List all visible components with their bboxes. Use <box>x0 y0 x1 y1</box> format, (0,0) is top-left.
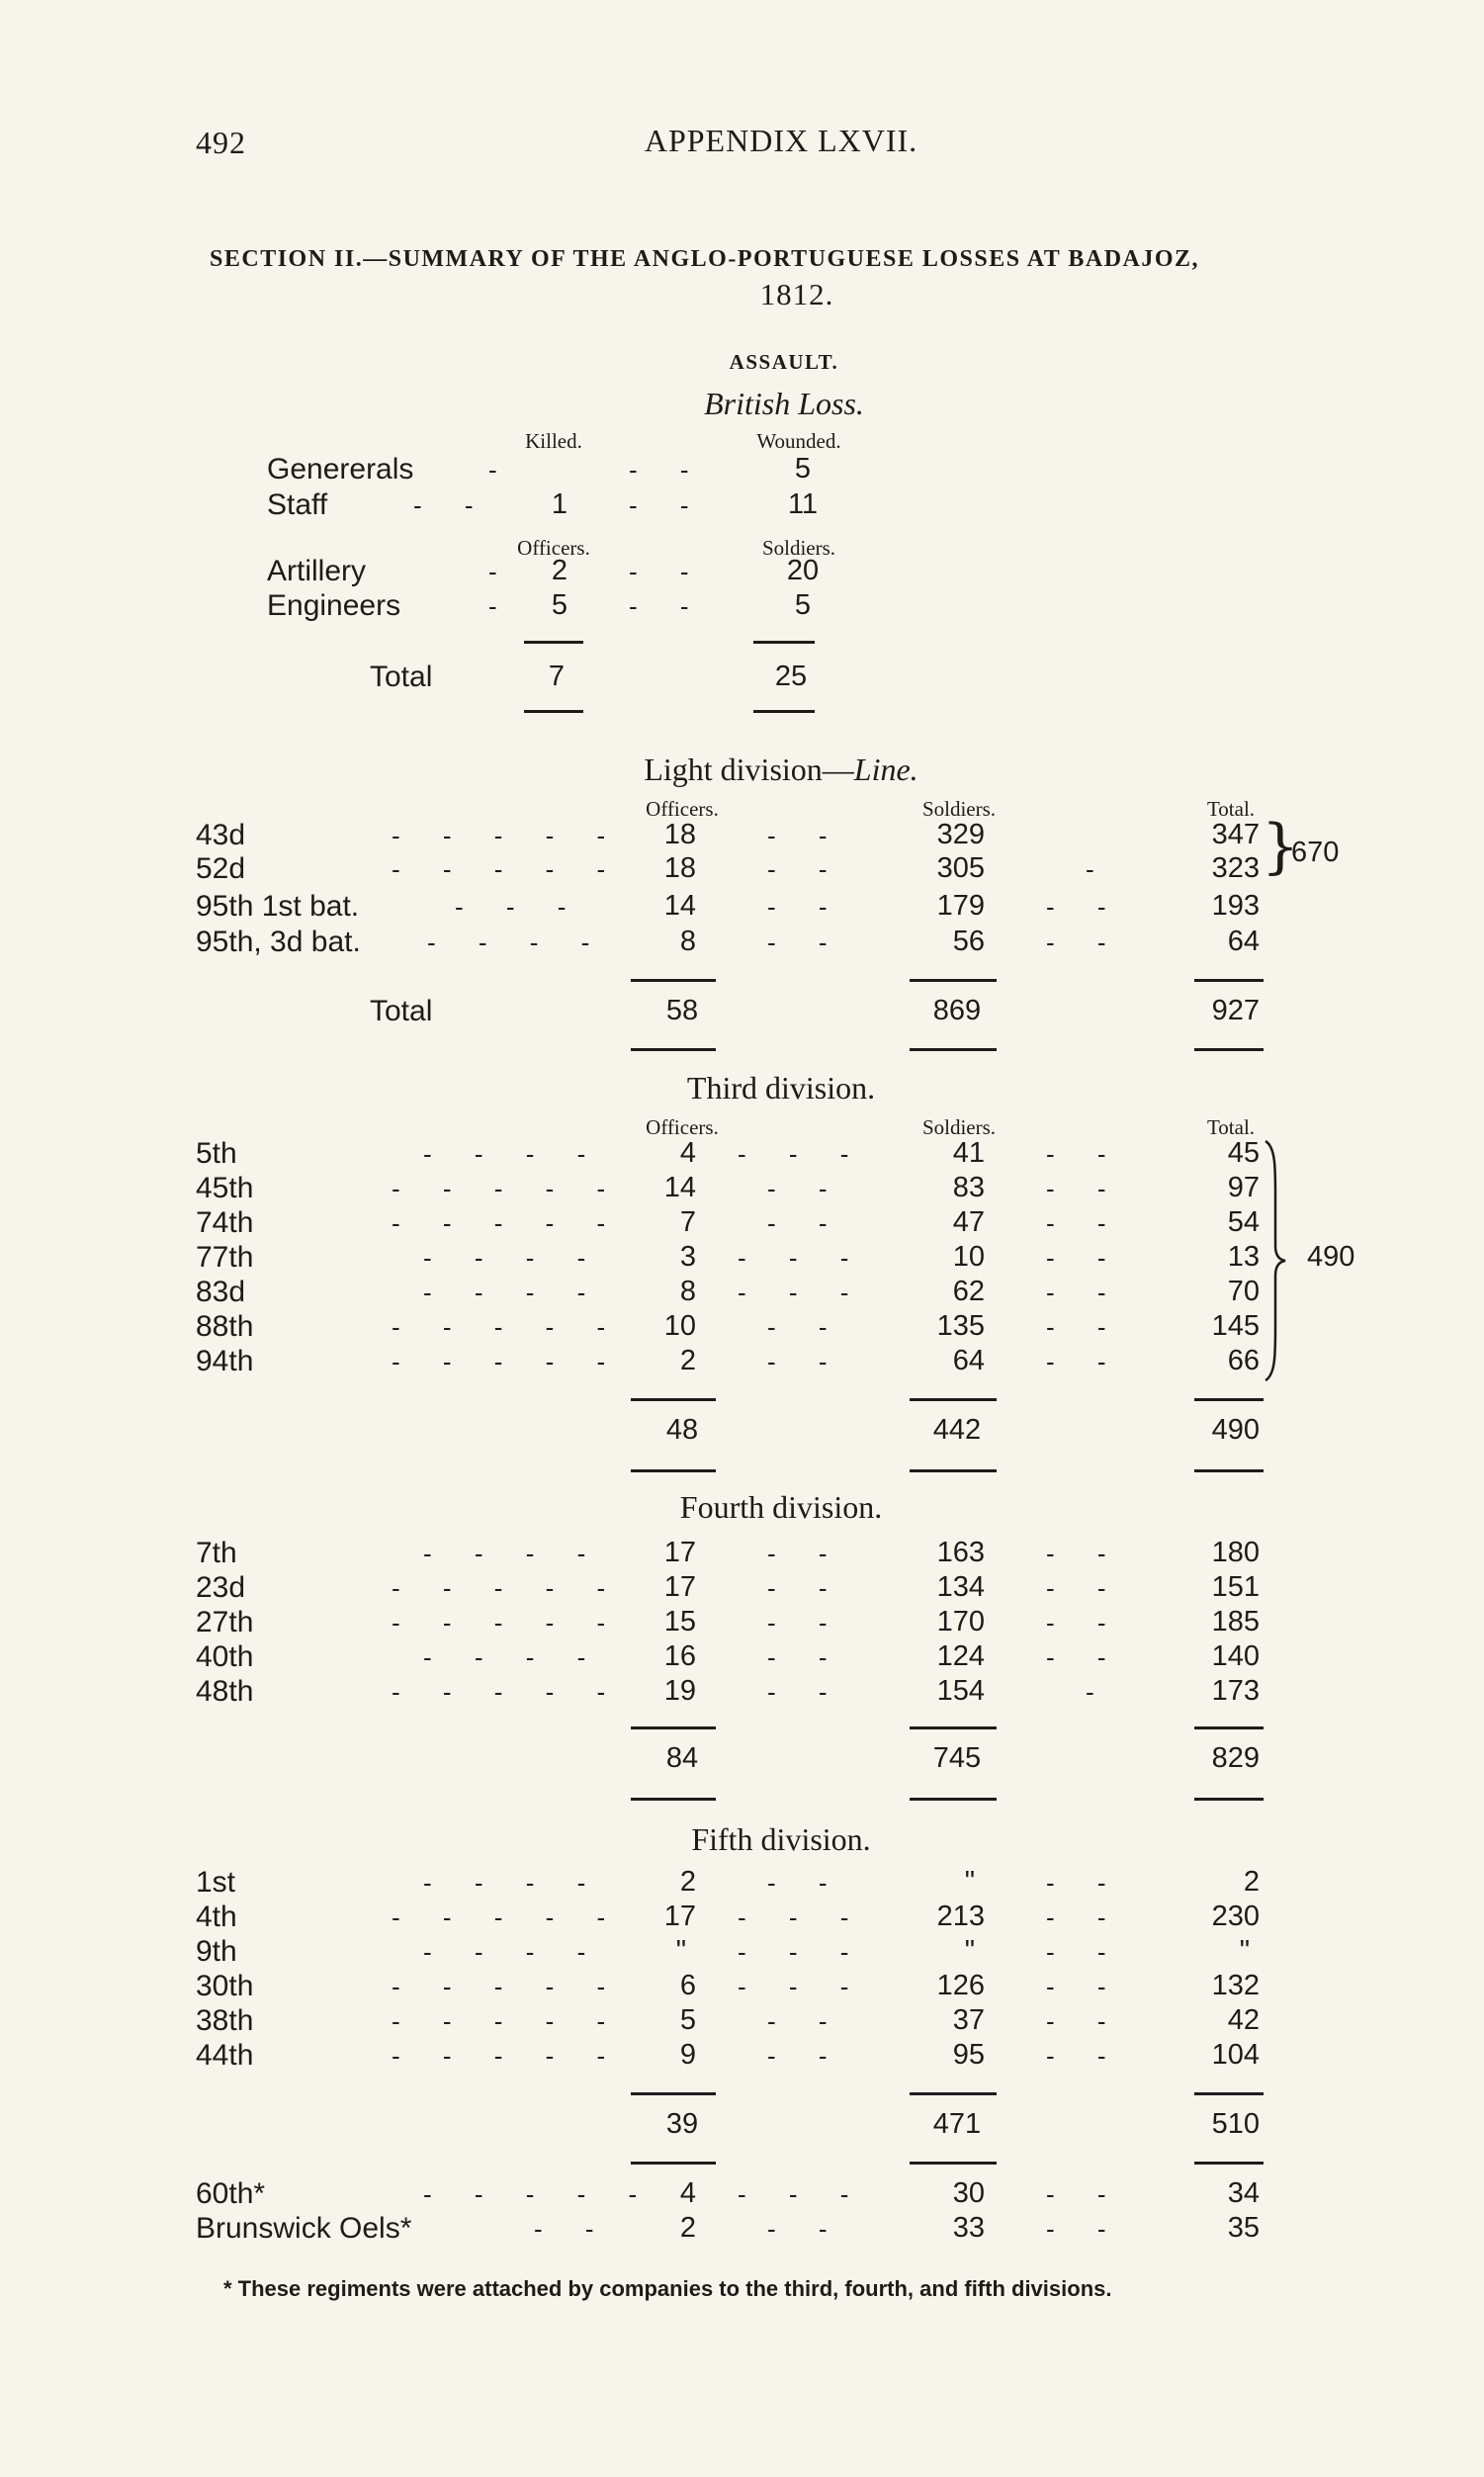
third-row-label: 5th <box>196 1137 237 1170</box>
light-row-label: 52d <box>196 852 246 885</box>
leader-dots: - - <box>1046 928 1124 957</box>
light-row-t: 193 <box>1211 890 1260 922</box>
light-row-s: 179 <box>936 890 985 922</box>
fifth-row-label: 9th <box>196 1935 237 1968</box>
leader-dots: - - <box>767 821 845 850</box>
fifth-row-s: 213 <box>936 1901 985 1932</box>
leader-dots: - <box>1086 1677 1112 1707</box>
attached-row-label: Brunswick Oels* <box>196 2212 412 2245</box>
leader-dots: - - - - - <box>392 1174 624 1203</box>
third-row-label: 74th <box>196 1206 254 1239</box>
col-killed: Killed. <box>525 429 582 453</box>
british-total-label: Total <box>370 661 433 693</box>
col-officers: Officers. <box>517 536 590 560</box>
third-row-o: 4 <box>679 1137 696 1169</box>
leader-dots: - - <box>1046 1868 1124 1898</box>
running-head: APPENDIX LXVII. <box>644 123 918 158</box>
leader-dots: - - <box>1046 1608 1124 1637</box>
leader-dots: - - <box>767 1539 845 1568</box>
light-row-t: 347 <box>1211 819 1260 850</box>
attached-row-o: 2 <box>679 2212 696 2244</box>
fourth-row-s: 170 <box>936 1606 985 1637</box>
fifth-row-t: 104 <box>1211 2039 1260 2071</box>
fifth-row-t: 42 <box>1227 2004 1260 2036</box>
leader-dots: - - - - <box>423 1937 604 1967</box>
light-row-s: 305 <box>936 852 985 884</box>
sum-rule <box>910 1048 997 1051</box>
fourth-row-s: 124 <box>936 1640 985 1672</box>
light-col-total: Total. <box>1206 797 1256 821</box>
col-wounded: Wounded. <box>756 429 841 453</box>
third-division-title: Third division. <box>686 1070 876 1106</box>
sum-rule <box>910 1798 997 1801</box>
third-row-label: 88th <box>196 1310 254 1343</box>
fourth-row-o: 17 <box>663 1537 696 1568</box>
british-row-label: Artillery <box>267 555 367 587</box>
col-soldiers: Soldiers. <box>761 536 836 560</box>
fifth-row-o: 17 <box>663 1901 696 1932</box>
leader-dots: - - <box>1046 1937 1124 1967</box>
leader-dots: - - - - - <box>423 2179 655 2209</box>
fifth-row-label: 44th <box>196 2039 254 2072</box>
fourth-total-t: 829 <box>1211 1742 1260 1774</box>
third-row-s: 47 <box>952 1206 985 1238</box>
leader-dots: - - <box>534 2214 612 2244</box>
leader-dots: - - - - - <box>392 1677 624 1707</box>
fourth-row-label: 23d <box>196 1571 246 1604</box>
sum-rule <box>631 1469 716 1472</box>
fifth-row-o: 5 <box>679 2004 696 2036</box>
sum-rule <box>631 1398 716 1401</box>
leader-dots: - - <box>767 1642 845 1672</box>
leader-dots: - - - - <box>423 1278 604 1307</box>
leader-dots: - - <box>1046 1243 1124 1273</box>
sum-rule <box>524 710 583 713</box>
leader-dots: - - <box>1046 1278 1124 1307</box>
leader-dots: - - <box>413 490 491 520</box>
leader-dots: - - <box>1046 1347 1124 1376</box>
leader-dots: - <box>488 455 515 485</box>
leader-dots: - - <box>1046 2214 1124 2244</box>
sum-rule <box>753 641 815 644</box>
leader-dots: - - <box>767 1677 845 1707</box>
leader-dots: - - - - - <box>392 1573 624 1603</box>
third-row-s: 41 <box>952 1137 985 1169</box>
leader-dots: - - - <box>455 892 584 922</box>
fifth-row-t: 230 <box>1211 1901 1260 1932</box>
fifth-row-o: 6 <box>679 1970 696 2001</box>
leader-dots: - - - <box>738 1278 867 1307</box>
sum-rule <box>631 1726 716 1729</box>
fourth-row-o: 16 <box>663 1640 696 1672</box>
third-row-s: 62 <box>952 1276 985 1307</box>
sum-rule <box>1194 1726 1264 1729</box>
leader-dots: - - - <box>738 1902 867 1932</box>
sum-rule <box>910 2162 997 2165</box>
leader-dots: - - <box>767 1608 845 1637</box>
british-loss-heading: British Loss. <box>704 386 864 421</box>
light-row-o: 18 <box>663 852 696 884</box>
third-total-t: 490 <box>1211 1414 1260 1446</box>
third-row-t: 13 <box>1227 1241 1260 1273</box>
fifth-row-t: 2 <box>1243 1866 1260 1898</box>
attached-row-s: 30 <box>952 2177 985 2209</box>
sum-rule <box>524 641 583 644</box>
leader-dots: - - <box>1046 1174 1124 1203</box>
leader-dots: - - <box>767 1312 845 1342</box>
fifth-row-label: 30th <box>196 1970 254 2002</box>
leader-dots: - - - - - <box>392 1208 624 1238</box>
leader-dots: - - <box>1046 892 1124 922</box>
leader-dots: - - <box>767 892 845 922</box>
light-row-o: 18 <box>663 819 696 850</box>
british-row-b: 5 <box>794 589 812 621</box>
fifth-total-t: 510 <box>1211 2108 1260 2140</box>
leader-dots: - - <box>767 928 845 957</box>
light-col-officers: Officers. <box>646 797 719 821</box>
sum-rule <box>910 1726 997 1729</box>
leader-dots: - - <box>1046 2041 1124 2071</box>
fifth-row-t: " <box>1239 1935 1250 1967</box>
fifth-row-s: " <box>964 1866 975 1898</box>
leader-dots: - - - - <box>423 1243 604 1273</box>
brace-icon <box>1262 1137 1287 1384</box>
leader-dots: - - <box>629 557 707 586</box>
british-row-label: Engineers <box>267 589 401 622</box>
leader-dots: - - <box>1046 1208 1124 1238</box>
fifth-total-o: 39 <box>665 2108 699 2140</box>
fifth-row-o: " <box>675 1935 686 1967</box>
british-row-b: 5 <box>794 453 812 485</box>
fourth-row-t: 185 <box>1211 1606 1260 1637</box>
light-total-s: 869 <box>932 995 982 1026</box>
fourth-division-title: Fourth division. <box>679 1489 883 1525</box>
fifth-row-t: 132 <box>1211 1970 1260 2001</box>
leader-dots: - - - - <box>423 1642 604 1672</box>
fourth-row-t: 140 <box>1211 1640 1260 1672</box>
fourth-total-o: 84 <box>665 1742 699 1774</box>
sum-rule <box>1194 1798 1264 1801</box>
sum-rule <box>910 2092 997 2095</box>
fifth-row-label: 1st <box>196 1866 236 1899</box>
fifth-division-title: Fifth division. <box>691 1821 871 1857</box>
leader-dots: - - <box>1046 1573 1124 1603</box>
leader-dots: - - <box>1046 2006 1124 2036</box>
fifth-row-s: 126 <box>936 1970 985 2001</box>
light-total-label: Total <box>370 995 433 1027</box>
third-row-o: 2 <box>679 1345 696 1376</box>
leader-dots: - - - - - <box>392 1902 624 1932</box>
fourth-row-label: 48th <box>196 1675 254 1708</box>
fourth-row-s: 163 <box>936 1537 985 1568</box>
leader-dots: - - <box>767 1868 845 1898</box>
leader-dots: - <box>488 591 515 621</box>
british-row-label: Staff <box>267 488 328 521</box>
british-row-a: 5 <box>551 589 568 621</box>
light-row-label: 95th 1st bat. <box>196 890 360 923</box>
sum-rule <box>1194 979 1264 982</box>
leader-dots: - - - - - <box>392 854 624 884</box>
third-total-o: 48 <box>665 1414 699 1446</box>
leader-dots: - - <box>767 2214 845 2244</box>
fourth-row-o: 19 <box>663 1675 696 1707</box>
third-row-label: 45th <box>196 1172 254 1204</box>
attached-row-s: 33 <box>952 2212 985 2244</box>
light-row-o: 8 <box>679 926 696 957</box>
fifth-row-s: 95 <box>952 2039 985 2071</box>
light-row-o: 14 <box>663 890 696 922</box>
third-col-total: Total. <box>1206 1115 1256 1139</box>
sum-rule <box>910 1398 997 1401</box>
third-row-t: 97 <box>1227 1172 1260 1203</box>
leader-dots: - - - - - <box>392 1312 624 1342</box>
attached-row-t: 34 <box>1227 2177 1260 2209</box>
light-row-s: 329 <box>936 819 985 850</box>
third-row-t: 70 <box>1227 1276 1260 1307</box>
assault-heading: ASSAULT. <box>729 350 839 374</box>
british-total-a: 7 <box>548 661 566 692</box>
leader-dots: - - <box>767 1573 845 1603</box>
leader-dots: - - - - - <box>392 1972 624 2001</box>
sum-rule <box>1194 2162 1264 2165</box>
leader-dots: - - <box>767 1347 845 1376</box>
fourth-row-label: 27th <box>196 1606 254 1638</box>
fifth-row-o: 2 <box>679 1866 696 1898</box>
leader-dots: - - - <box>738 1937 867 1967</box>
third-col-officers: Officers. <box>646 1115 719 1139</box>
fourth-row-t: 173 <box>1211 1675 1260 1707</box>
fourth-total-s: 745 <box>932 1742 982 1774</box>
fifth-total-s: 471 <box>932 2108 982 2140</box>
leader-dots: - - - <box>738 2179 867 2209</box>
fifth-row-s: " <box>964 1935 975 1967</box>
light-total-o: 58 <box>665 995 699 1026</box>
section-title: SECTION II.—SUMMARY OF THE ANGLO-PORTUGUESE LOSSES AT BADAJOZ, <box>210 246 1200 272</box>
leader-dots: - - <box>1046 1539 1124 1568</box>
third-row-label: 94th <box>196 1345 254 1377</box>
light-row-t: 64 <box>1227 926 1260 957</box>
leader-dots: - - <box>629 455 707 485</box>
sum-rule <box>631 979 716 982</box>
third-row-s: 64 <box>952 1345 985 1376</box>
third-row-t: 54 <box>1227 1206 1260 1238</box>
sum-rule <box>631 1048 716 1051</box>
fourth-row-s: 154 <box>936 1675 985 1707</box>
footnote: * These regiments were attached by companies to the third, fourth, and fifth divisions. <box>223 2276 1112 2301</box>
british-row-a: 1 <box>551 488 568 520</box>
leader-dots: - - <box>1046 1312 1124 1342</box>
sum-rule <box>631 2162 716 2165</box>
third-row-label: 83d <box>196 1276 246 1308</box>
sum-rule <box>631 2092 716 2095</box>
fifth-row-label: 38th <box>196 2004 254 2037</box>
fourth-row-t: 180 <box>1211 1537 1260 1568</box>
light-brace-total: 670 <box>1291 837 1340 868</box>
fourth-row-label: 40th <box>196 1640 254 1673</box>
fourth-row-t: 151 <box>1211 1571 1260 1603</box>
british-row-a: 2 <box>551 555 568 586</box>
leader-dots: - - <box>629 591 707 621</box>
third-total-s: 442 <box>932 1414 982 1446</box>
british-row-b: 20 <box>786 555 820 586</box>
leader-dots: - - <box>767 2041 845 2071</box>
leader-dots: - <box>488 557 515 586</box>
third-row-s: 10 <box>952 1241 985 1273</box>
light-row-label: 95th, 3d bat. <box>196 926 361 958</box>
light-row-label: 43d <box>196 819 246 851</box>
attached-row-t: 35 <box>1227 2212 1260 2244</box>
third-col-soldiers: Soldiers. <box>921 1115 997 1139</box>
leader-dots: - - <box>767 854 845 884</box>
sum-rule <box>631 1798 716 1801</box>
third-row-label: 77th <box>196 1241 254 1274</box>
third-row-t: 45 <box>1227 1137 1260 1169</box>
third-row-o: 14 <box>663 1172 696 1203</box>
third-row-o: 8 <box>679 1276 696 1307</box>
fifth-row-label: 4th <box>196 1901 237 1933</box>
british-total-b: 25 <box>774 661 808 692</box>
leader-dots: - - <box>767 1208 845 1238</box>
sum-rule <box>910 1469 997 1472</box>
leader-dots: - - <box>1046 1902 1124 1932</box>
third-row-t: 66 <box>1227 1345 1260 1376</box>
third-brace-total: 490 <box>1307 1241 1355 1273</box>
light-division-title-text: Light division— <box>644 752 854 787</box>
leader-dots: - - <box>767 2006 845 2036</box>
british-row-label: Genererals <box>267 453 414 486</box>
attached-row-label: 60th* <box>196 2177 266 2210</box>
light-row-t: 323 <box>1211 852 1260 884</box>
leader-dots: - - - - <box>423 1139 604 1169</box>
light-division-title <box>644 753 917 785</box>
leader-dots: - - <box>629 490 707 520</box>
leader-dots: - - <box>1046 1642 1124 1672</box>
page-number: 492 <box>196 125 246 160</box>
leader-dots: - - <box>767 1174 845 1203</box>
leader-dots: - - - <box>738 1243 867 1273</box>
third-row-o: 10 <box>663 1310 696 1342</box>
leader-dots: - - - - <box>423 1539 604 1568</box>
british-row-b: 11 <box>787 488 819 520</box>
fifth-row-o: 9 <box>679 2039 696 2071</box>
fourth-row-o: 15 <box>663 1606 696 1637</box>
leader-dots: - - - - - <box>392 2041 624 2071</box>
fourth-row-s: 134 <box>936 1571 985 1603</box>
sum-rule <box>1194 1469 1264 1472</box>
leader-dots: - - - <box>738 1972 867 2001</box>
leader-dots: - - - - - <box>392 1608 624 1637</box>
sum-rule <box>1194 2092 1264 2095</box>
light-total-t: 927 <box>1211 995 1260 1026</box>
attached-row-o: 4 <box>679 2177 696 2209</box>
section-year: 1812. <box>759 277 834 311</box>
third-row-o: 3 <box>679 1241 696 1273</box>
third-brace <box>1262 1137 1287 1384</box>
light-row-s: 56 <box>952 926 985 957</box>
sum-rule <box>910 979 997 982</box>
sum-rule <box>753 710 815 713</box>
leader-dots: - - <box>1046 1139 1124 1169</box>
leader-dots: - - - - - <box>392 1347 624 1376</box>
leader-dots: - - - - - <box>392 2006 624 2036</box>
third-row-s: 135 <box>936 1310 985 1342</box>
fourth-row-o: 17 <box>663 1571 696 1603</box>
third-row-s: 83 <box>952 1172 985 1203</box>
sum-rule <box>1194 1398 1264 1401</box>
leader-dots: - - <box>1046 2179 1124 2209</box>
sum-rule <box>1194 1048 1264 1051</box>
fifth-row-s: 37 <box>952 2004 985 2036</box>
leader-dots: - - - <box>738 1139 867 1169</box>
third-row-t: 145 <box>1211 1310 1260 1342</box>
light-division-title-em: Line. <box>853 752 918 787</box>
leader-dots: - <box>1086 854 1112 884</box>
leader-dots: - - - - <box>423 1868 604 1898</box>
fourth-row-label: 7th <box>196 1537 237 1569</box>
third-row-o: 7 <box>679 1206 696 1238</box>
light-col-soldiers: Soldiers. <box>921 797 997 821</box>
leader-dots: - - <box>1046 1972 1124 2001</box>
light-brace: } <box>1262 812 1300 881</box>
leader-dots: - - - - <box>427 928 608 957</box>
leader-dots: - - - - - <box>392 821 624 850</box>
